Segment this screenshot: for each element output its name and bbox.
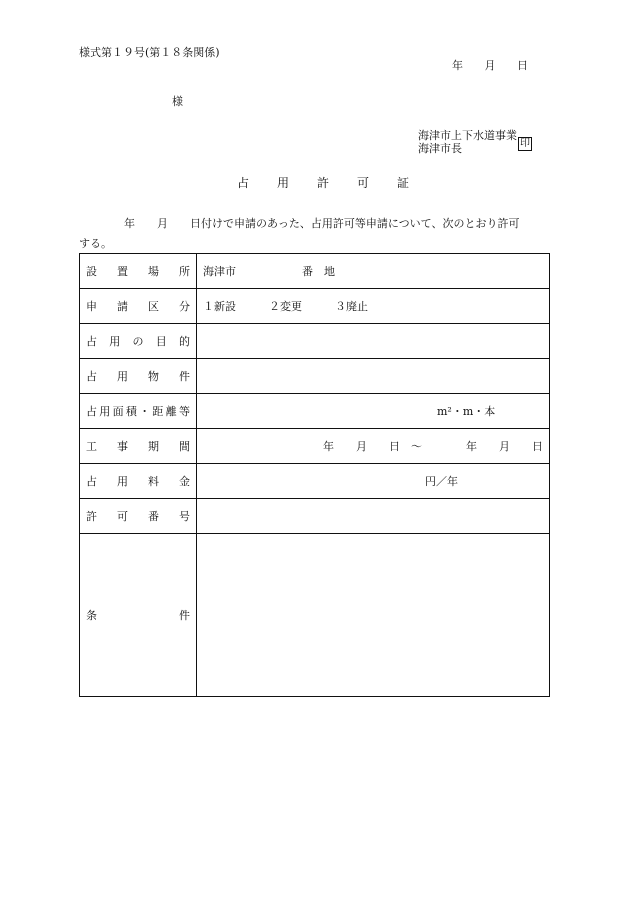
- date-day-label: 日: [517, 59, 528, 72]
- label-char: 設: [86, 265, 97, 278]
- issuer-title: 海津市長: [418, 142, 462, 155]
- row-purpose: [80, 324, 550, 359]
- seal-box: 印: [520, 138, 530, 149]
- label-permit-number-text: [86, 508, 190, 524]
- row-fee: [80, 464, 550, 499]
- label-char: 件: [179, 609, 190, 622]
- label-char: 用: [117, 475, 128, 488]
- issue-date: [452, 57, 528, 73]
- label-char: 可: [117, 510, 128, 523]
- label-char: 期: [148, 440, 159, 453]
- label-char: 占: [86, 370, 97, 383]
- value-application-type: １新設 ２変更 ３廃止: [197, 289, 550, 324]
- document-title: 占用許可証: [237, 176, 438, 190]
- label-area: [80, 394, 197, 429]
- label-char: 条: [86, 609, 97, 622]
- label-char: 等: [178, 405, 190, 418]
- value-purpose: [197, 324, 550, 359]
- row-location: [80, 254, 550, 289]
- label-char: 占: [86, 405, 97, 418]
- label-period: [80, 429, 197, 464]
- label-char: 占: [86, 335, 97, 348]
- label-char: 工: [86, 440, 97, 453]
- row-conditions: [80, 534, 550, 697]
- row-application-type: [80, 289, 550, 324]
- row-object: [80, 359, 550, 394]
- row-area: [80, 394, 550, 429]
- permit-table: [79, 253, 550, 697]
- label-char: 距: [152, 405, 164, 418]
- date-year-label: 年: [452, 59, 463, 72]
- label-char: 置: [117, 265, 128, 278]
- label-char: 分: [179, 300, 190, 313]
- label-char: 号: [179, 510, 190, 523]
- label-char: 事: [117, 440, 128, 453]
- label-char: 用: [99, 405, 111, 418]
- label-char: 金: [179, 475, 190, 488]
- row-period: [80, 429, 550, 464]
- label-char: 所: [179, 265, 190, 278]
- value-area: m²・m・本: [197, 394, 550, 429]
- label-location-text: [86, 263, 190, 279]
- issuer-organization: 海津市上下水道事業: [418, 129, 517, 142]
- value-fee: 円／年: [197, 464, 550, 499]
- value-permit-number: [197, 499, 550, 534]
- intro-line-2: する。: [79, 237, 112, 250]
- label-char: 区: [148, 300, 159, 313]
- label-purpose: [80, 324, 197, 359]
- label-char: 離: [165, 405, 177, 418]
- label-object-text: [86, 368, 190, 384]
- date-month-label: 月: [484, 59, 496, 72]
- label-char: 請: [117, 300, 128, 313]
- label-char: 番: [148, 510, 159, 523]
- label-char: ・: [139, 405, 151, 418]
- label-char: 間: [179, 440, 190, 453]
- label-char: 料: [148, 475, 159, 488]
- label-char: 積: [125, 405, 137, 418]
- label-permit-number: [80, 499, 197, 534]
- label-char: 件: [179, 370, 190, 383]
- intro-line-1: 年 月 日付けで申請のあった、占用許可等申請について、次のとおり許可: [124, 217, 520, 230]
- label-purpose-text: [86, 333, 190, 349]
- label-char: 目: [155, 335, 167, 348]
- label-fee: [80, 464, 197, 499]
- label-conditions-text: [86, 607, 190, 623]
- row-permit-number: [80, 499, 550, 534]
- label-char: 申: [86, 300, 97, 313]
- label-location: [80, 254, 197, 289]
- value-period: 年 月 日 ～ 年 月 日: [197, 429, 550, 464]
- label-conditions: [80, 534, 197, 697]
- label-fee-text: [86, 473, 190, 489]
- form-number: 様式第１９号(第１８条関係): [79, 46, 220, 59]
- label-char: 面: [112, 405, 124, 418]
- label-char: の: [132, 335, 144, 348]
- label-char: 許: [86, 510, 97, 523]
- value-object: [197, 359, 550, 394]
- label-application-type-text: [86, 298, 190, 314]
- label-object: [80, 359, 197, 394]
- label-char: 占: [86, 475, 97, 488]
- label-application-type: [80, 289, 197, 324]
- label-char: 用: [117, 370, 128, 383]
- label-char: 用: [109, 335, 121, 348]
- label-char: 場: [148, 265, 159, 278]
- value-location: 海津市 番 地: [197, 254, 550, 289]
- value-conditions: [197, 534, 550, 697]
- label-char: 物: [148, 370, 159, 383]
- label-period-text: [86, 438, 190, 454]
- label-area-text: [86, 403, 190, 419]
- addressee-suffix: 様: [172, 95, 183, 108]
- label-char: 的: [179, 335, 190, 348]
